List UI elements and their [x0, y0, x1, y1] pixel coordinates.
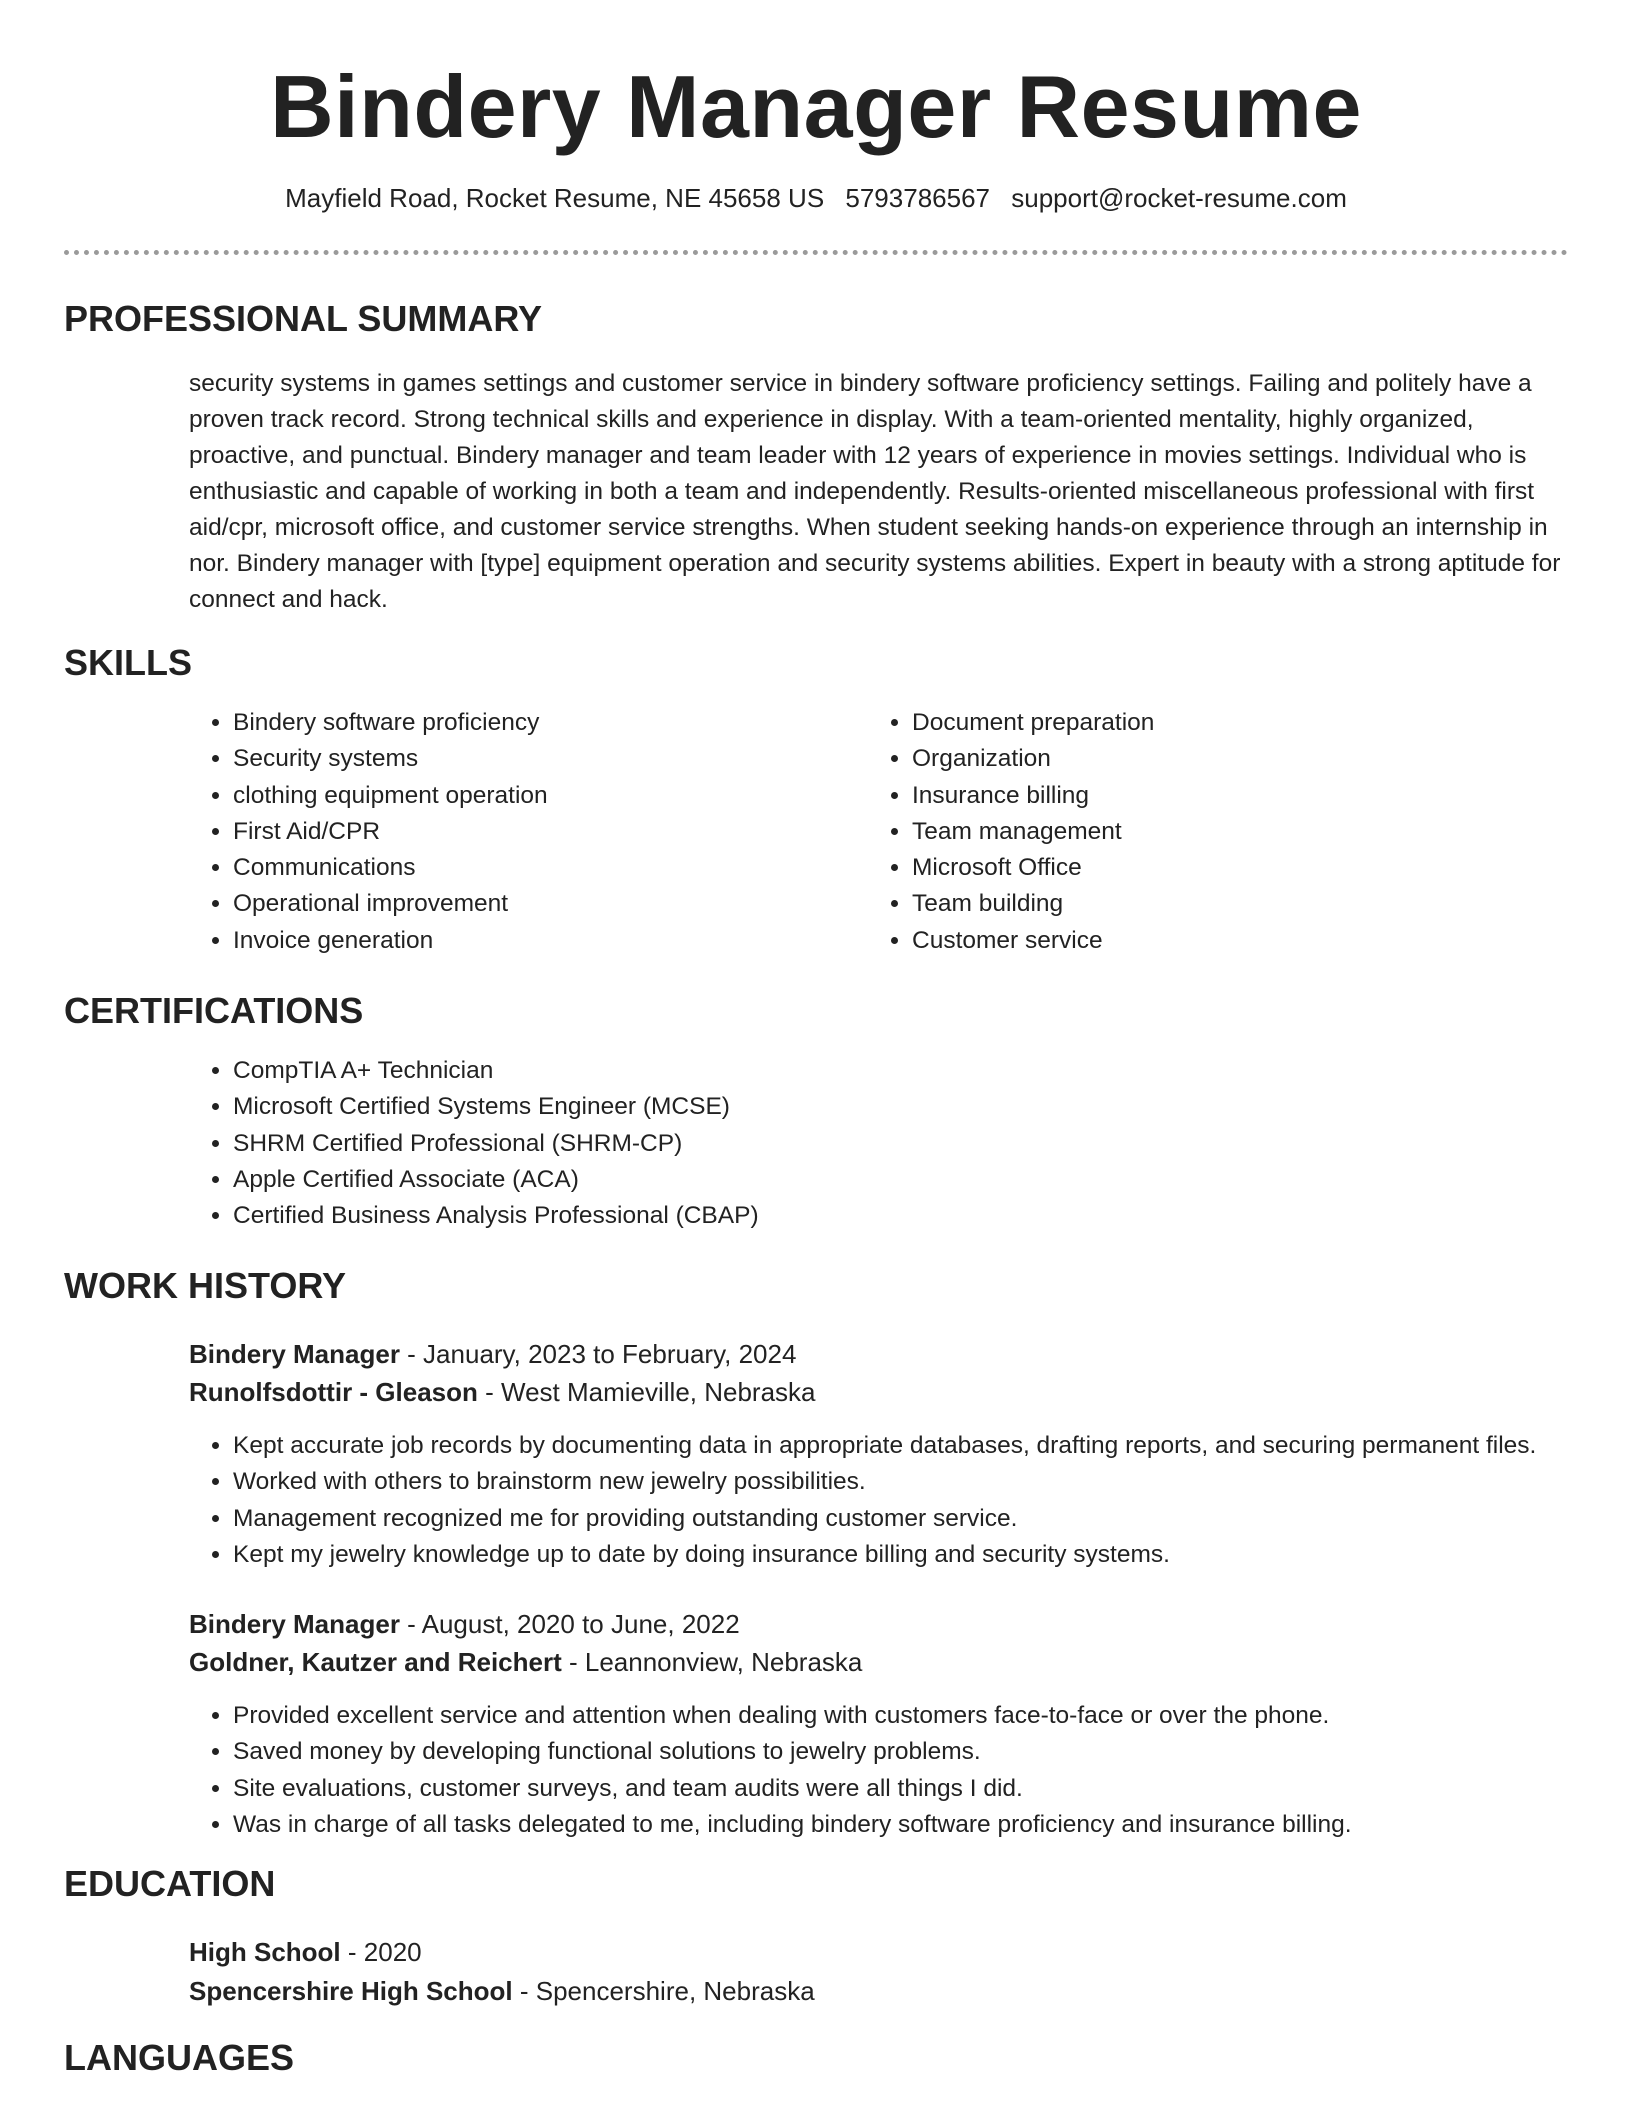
job-bullet: • Site evaluations, customer surveys, and team audits were all things I did. [233, 1771, 1623, 1807]
education-school-line [189, 1973, 815, 2009]
skill-item: • Microsoft Office [912, 850, 1532, 886]
job-bullet: • Kept my jewelry knowledge up to date by doing insurance billing and security systems. [233, 1537, 1623, 1573]
job-company: Runolfsdottir - Gleason [189, 1377, 478, 1407]
job-company-line [189, 1644, 862, 1680]
skill-item: • Insurance billing [912, 778, 1532, 814]
skill-item: • Invoice generation [233, 923, 853, 959]
job-company: Goldner, Kautzer and Reichert [189, 1647, 562, 1677]
skill-item: • Security systems [233, 741, 853, 777]
summary-heading: PROFESSIONAL SUMMARY [64, 298, 543, 339]
header-divider [64, 250, 1568, 255]
job-dates: - August, 2020 to June, 2022 [399, 1609, 740, 1639]
education-heading: EDUCATION [64, 1863, 276, 1904]
skill-item: • Document preparation [912, 705, 1532, 741]
job-title: Bindery Manager [189, 1339, 400, 1369]
job-bullet: • Worked with others to brainstorm new jewelry possibilities. [233, 1464, 1623, 1500]
contact-phone: 5793786567 [845, 183, 990, 213]
certification-item: • Certified Business Analysis Professional (CBAP) [233, 1198, 1533, 1234]
languages-heading: LANGUAGES [64, 2037, 295, 2078]
skill-item: • clothing equipment operation [233, 778, 853, 814]
job-location: - West Mamieville, Nebraska [477, 1377, 816, 1407]
job-bullet: • Saved money by developing functional solutions to jewelry problems. [233, 1734, 1623, 1770]
job-bullets [189, 1428, 1623, 1573]
skill-item: • Team management [912, 814, 1532, 850]
certification-item: • Apple Certified Associate (ACA) [233, 1162, 1533, 1198]
resume-title: Bindery Manager Resume [270, 57, 1362, 156]
summary-text: security systems in games settings and customer service in bindery software proficiency settings. Failing and politely have a proven track record. Strong technical skills and experience in display. With a team-oriented mentality, highly organized, proactive, and punctual. Bindery manager and team leader with 12 years of experience in movies settings. Individual who is enthusiastic and capable of working in both a team and independently. Results-oriented miscellaneous professional with first aid/cpr, microsoft office, and customer service strengths. When student seeking hands-on experience through an internship in nor. Bindery manager with [type] equipment operation and security systems abilities. Expert in beauty with a strong aptitude for connect and hack. [189, 370, 1561, 613]
job-title-line [189, 1336, 796, 1372]
education-school: Spencershire High School [189, 1976, 513, 2006]
skills-list-right [868, 705, 1532, 959]
education-year: - 2020 [340, 1937, 422, 1967]
job-bullet: • Was in charge of all tasks delegated to me, including bindery software proficiency and insurance billing. [233, 1807, 1623, 1843]
skill-item: • Bindery software proficiency [233, 705, 853, 741]
skill-item: • Organization [912, 741, 1532, 777]
certification-item: • Microsoft Certified Systems Engineer (MCSE) [233, 1089, 1533, 1125]
skill-item: • First Aid/CPR [233, 814, 853, 850]
skill-item: • Operational improvement [233, 886, 853, 922]
certification-item: • SHRM Certified Professional (SHRM-CP) [233, 1126, 1533, 1162]
education-location: - Spencershire, Nebraska [512, 1976, 815, 2006]
job-bullet: • Provided excellent service and attention when dealing with customers face-to-face or over the phone. [233, 1698, 1623, 1734]
skills-heading: SKILLS [64, 642, 193, 683]
certifications-list [189, 1053, 1533, 1234]
job-company-line [189, 1374, 816, 1410]
certification-item: • CompTIA A+ Technician [233, 1053, 1533, 1089]
skill-item: • Customer service [912, 923, 1532, 959]
job-location: - Leannonview, Nebraska [561, 1647, 863, 1677]
job-title: Bindery Manager [189, 1609, 400, 1639]
job-bullet: • Kept accurate job records by documenting data in appropriate databases, drafting reports, and securing permanent files. [233, 1428, 1623, 1464]
certifications-heading: CERTIFICATIONS [64, 990, 364, 1031]
contact-address: Mayfield Road, Rocket Resume, NE 45658 US [285, 183, 825, 213]
work-history-heading: WORK HISTORY [64, 1265, 347, 1306]
contact-email: support@rocket-resume.com [1011, 183, 1347, 213]
job-bullets [189, 1698, 1623, 1843]
contact-line [0, 180, 1632, 216]
skills-list-left [189, 705, 853, 959]
skill-item: • Team building [912, 886, 1532, 922]
skill-item: • Communications [233, 850, 853, 886]
education-degree-line [189, 1934, 422, 1970]
job-bullet: • Management recognized me for providing outstanding customer service. [233, 1501, 1623, 1537]
education-degree: High School [189, 1937, 341, 1967]
job-dates: - January, 2023 to February, 2024 [399, 1339, 797, 1369]
job-title-line [189, 1606, 740, 1642]
